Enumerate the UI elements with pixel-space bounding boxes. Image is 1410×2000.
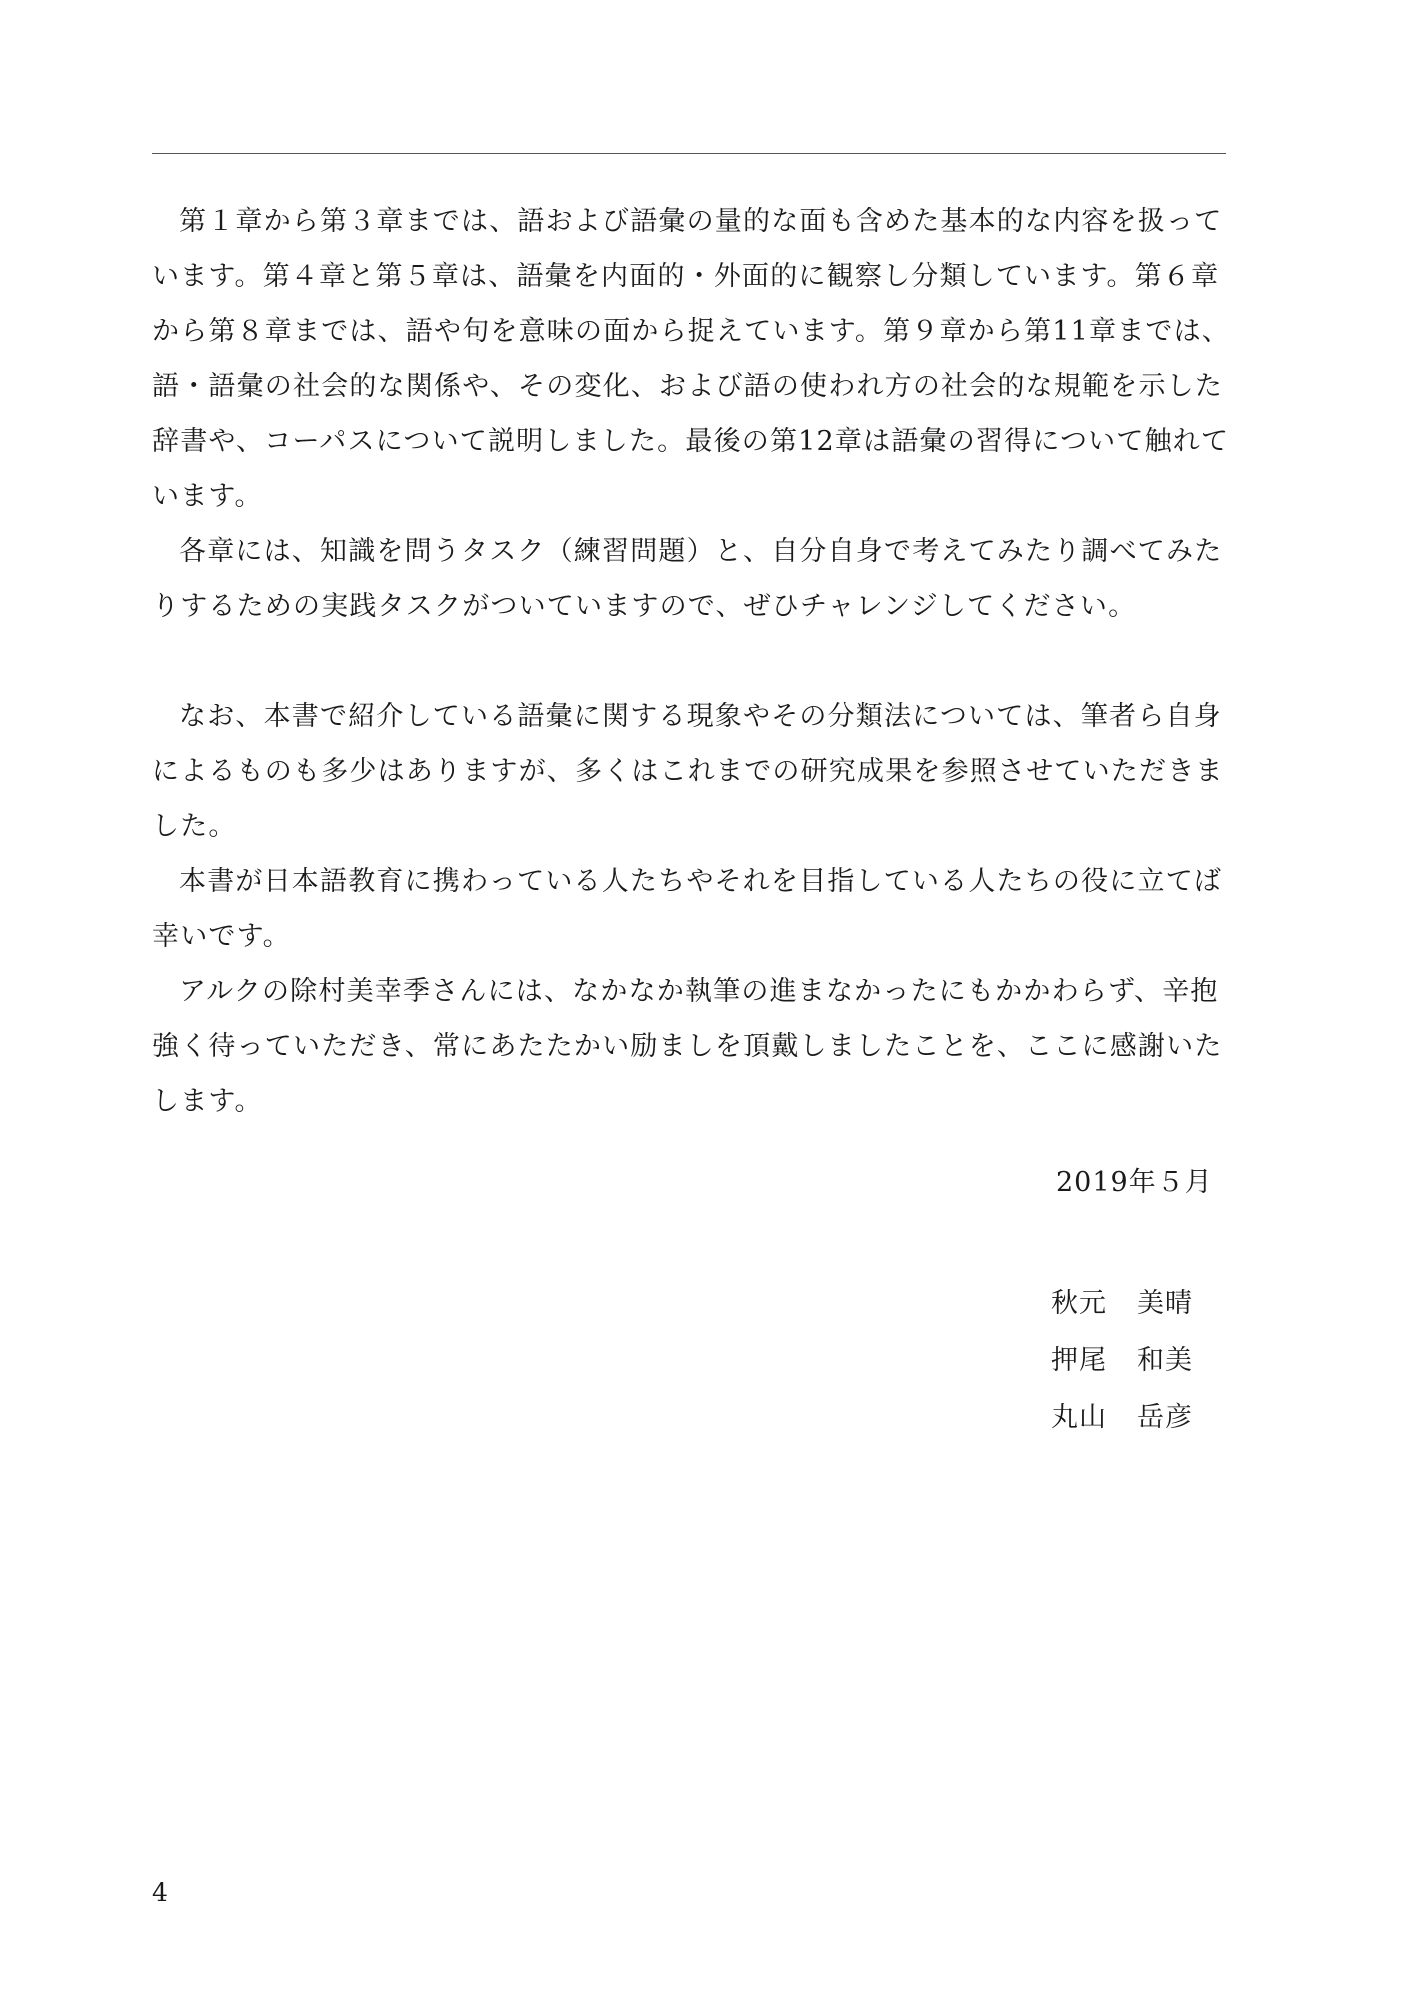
paragraph-tasks: 各章には、知識を問うタスク（練習問題）と、自分自身で考えてみたり調べてみたりするための実践タスクがついていますので、ぜひチャレンジしてください。	[152, 536, 1223, 622]
paragraph-sources: なお、本書で紹介している語彙に関する現象やその分類法については、筆者ら自身によるものも多少はありますが、多くはこれまでの研究成果を参照させていただきました。	[152, 701, 1224, 842]
preface-body	[152, 194, 1232, 1129]
author-name	[1051, 1389, 1193, 1446]
paragraph-acknowledgment: アルクの除村美幸季さんには、なかなか執筆の進まなかったにもかかわらず、辛抱強く待っていただき、常にあたたかい励ましを頂戴しましたことを、ここに感謝いたします。	[152, 976, 1223, 1117]
author-given-name: 和美	[1137, 1345, 1193, 1376]
author-name	[1051, 1275, 1193, 1332]
paragraph-chapter-overview: 第１章から第３章までは、語および語彙の量的な面も含めた基本的な内容を扱っています。第４章と第５章は、語彙を内面的・外面的に観察し分類しています。第６章から第８章までは、語や句を意味の面から捉えています。第９章から第11章までは、語・語彙の社会的な関係や、その変化、および語の使われ方の社会的な規範を示した辞書や、コーパスについて説明しました。最後の第12章は語彙の習得について触れています。	[152, 206, 1230, 512]
author-family-name: 秋元	[1051, 1288, 1107, 1319]
author-family-name: 丸山	[1051, 1402, 1107, 1433]
author-name	[1051, 1332, 1193, 1389]
author-family-name: 押尾	[1051, 1345, 1107, 1376]
preface-date: 2019年５月	[1056, 1167, 1213, 1198]
author-given-name: 岳彦	[1137, 1402, 1193, 1433]
author-given-name: 美晴	[1137, 1288, 1193, 1319]
paragraph-hope: 本書が日本語教育に携わっている人たちやそれを目指している人たちの役に立てば幸いです。	[152, 866, 1223, 952]
author-list	[1051, 1275, 1193, 1446]
header-rule	[152, 153, 1226, 154]
page-number: 4	[152, 1878, 168, 1907]
